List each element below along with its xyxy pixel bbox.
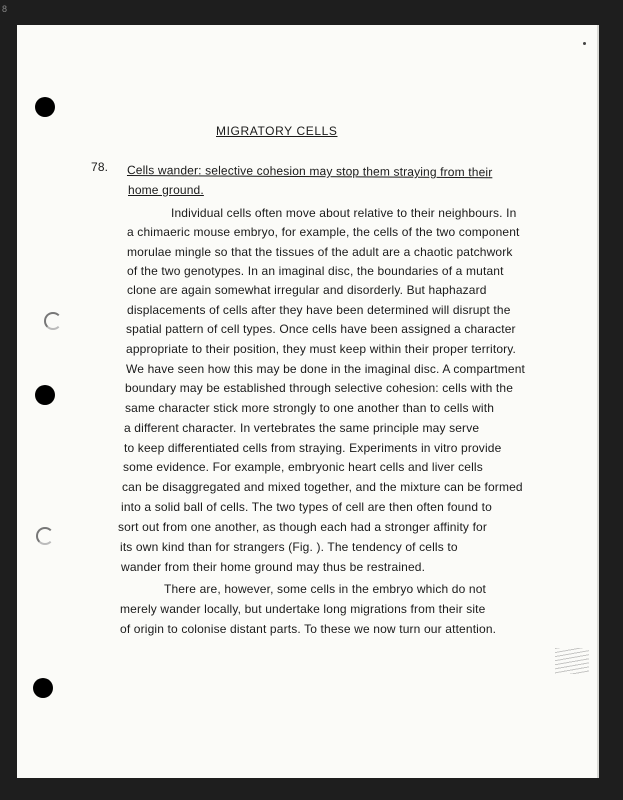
- section-heading: Cells wander: selective cohesion may stop them straying from their: [126, 163, 493, 180]
- body-line: of origin to colonise distant parts. To these we now turn our attention.: [120, 622, 497, 636]
- body-line: same character stick more strongly to one another than to cells with: [125, 401, 495, 415]
- body-line: spatial pattern of cell types. Once cells have been assigned a character: [126, 322, 516, 336]
- body-line: of the two genotypes. In an imaginal disc, the boundaries of a mutant: [127, 264, 504, 278]
- body-line: We have seen how this may be done in the imaginal disc. A compartment: [126, 362, 526, 376]
- section-number: 78.: [91, 160, 109, 174]
- binder-hole: [35, 385, 55, 405]
- body-line: clone are again somewhat irregular and disorderly. But haphazard: [127, 283, 487, 297]
- body-line: displacements of cells after they have been determined will disrupt the: [127, 303, 511, 317]
- body-line: sort out from one another, as though each had a stronger affinity for: [118, 520, 488, 534]
- body-line: Individual cells often move about relative to their neighbours. In: [171, 206, 517, 220]
- binder-hole: [33, 678, 53, 698]
- body-line: morulae mingle so that the tissues of the adult are a chaotic patchwork: [127, 245, 513, 259]
- section-heading: home ground.: [128, 183, 204, 197]
- body-line: merely wander locally, but undertake long migrations from their site: [120, 602, 486, 616]
- body-line: can be disaggregated and mixed together, and the mixture can be formed: [122, 480, 523, 494]
- body-line: to keep differentiated cells from straying. Experiments in vitro provide: [124, 441, 502, 455]
- binder-hole-partial: [44, 312, 62, 330]
- body-line: wander from their home ground may thus be restrained.: [121, 560, 426, 574]
- body-line: a chimaeric mouse embryo, for example, the cells of the two component: [127, 225, 520, 239]
- page-title: MIGRATORY CELLS: [216, 124, 338, 138]
- corner-mark: 8: [2, 4, 8, 14]
- binder-hole-partial: [36, 527, 54, 545]
- body-line: There are, however, some cells in the embryo which do not: [164, 582, 487, 596]
- body-line: a different character. In vertebrates the same principle may serve: [124, 421, 480, 435]
- body-line: into a solid ball of cells. The two types of cell are then often found to: [121, 500, 492, 514]
- body-line: appropriate to their position, they must keep within their proper territory.: [126, 342, 517, 356]
- body-line: some evidence. For example, embryonic heart cells and liver cells: [123, 460, 483, 474]
- scan-speck: [583, 42, 586, 45]
- body-line: its own kind than for strangers (Fig. ). The tendency of cells to: [120, 540, 458, 554]
- scan-smudge: [555, 648, 589, 674]
- binder-hole: [35, 97, 55, 117]
- body-line: boundary may be established through selective cohesion: cells with the: [125, 381, 514, 395]
